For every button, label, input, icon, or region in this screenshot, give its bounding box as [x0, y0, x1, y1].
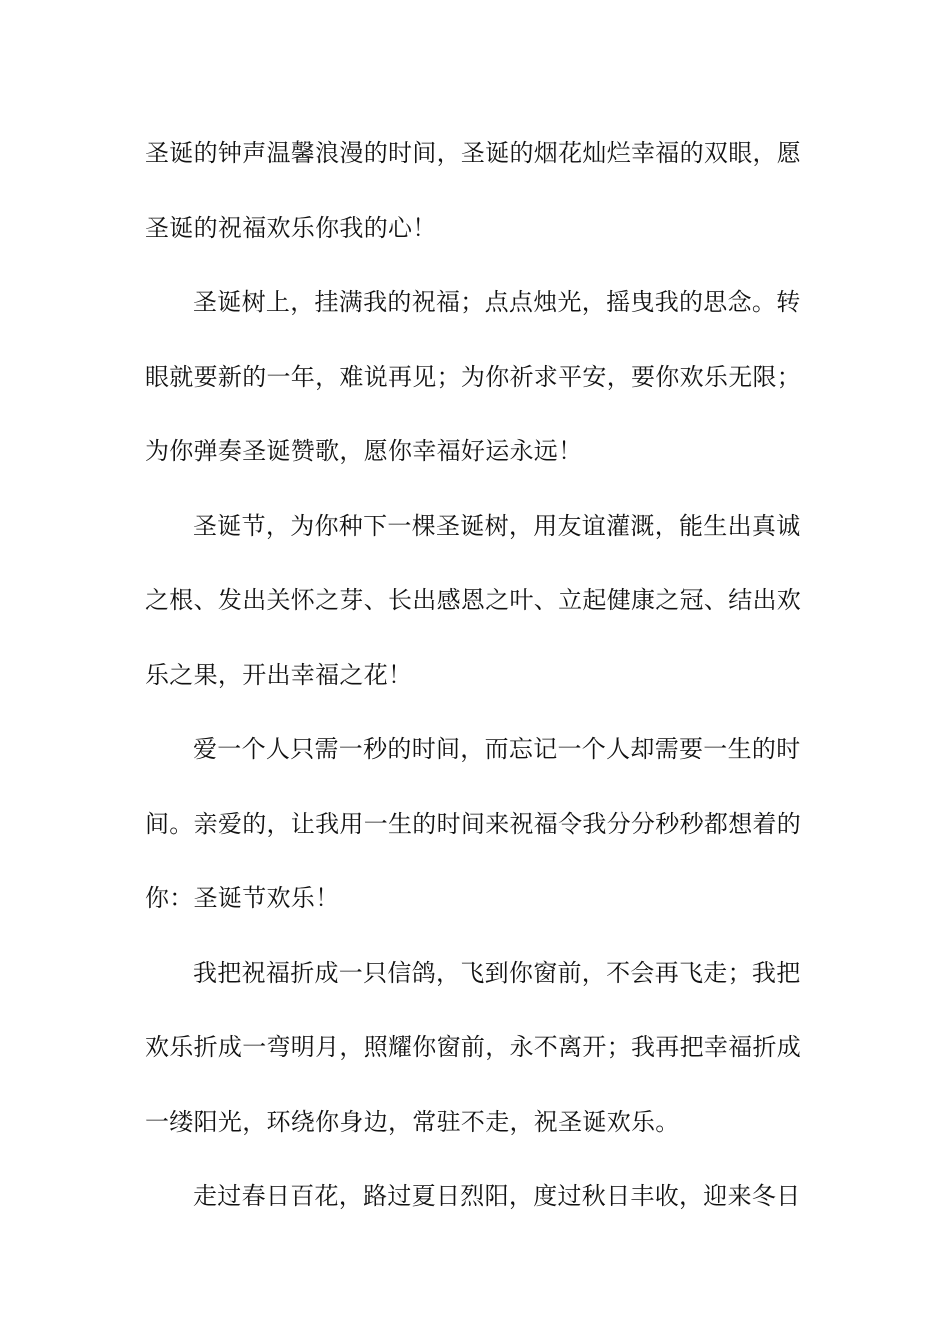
text-line: 为你弹奏圣诞赞歌，愿你幸福好运永远！ [145, 437, 583, 465]
paragraph-5 [145, 944, 807, 1168]
text-line: 之根、发出关怀之芽、长出感恩之叶、立起健康之冠、结出欢 [145, 586, 802, 614]
text-line: 圣诞树上，挂满我的祝福；点点烛光，摇曳我的思念。转 [193, 288, 801, 316]
paragraph-3 [145, 497, 807, 721]
text-line: 圣诞节，为你种下一棵圣诞树，用友谊灌溉，能生出真诚 [193, 511, 801, 540]
text-line: 眼就要新的一年，难说再见；为你祈求平安，要你欢乐无限； [145, 362, 802, 391]
paragraph-2 [145, 273, 807, 497]
text-line: 你：圣诞节欢乐！ [145, 884, 340, 912]
document-body [145, 124, 807, 1242]
paragraph-6 [145, 1167, 807, 1242]
text-line: 爱一个人只需一秒的时间，而忘记一个人却需要一生的时 [193, 735, 801, 763]
text-line: 欢乐折成一弯明月，照耀你窗前，永不离开；我再把幸福折成 [145, 1033, 802, 1061]
text-line: 一缕阳光，环绕你身边，常驻不走，祝圣诞欢乐。 [145, 1107, 680, 1136]
text-line: 我把祝福折成一只信鸽，飞到你窗前，不会再飞走；我把 [193, 958, 801, 987]
text-line: 圣诞的祝福欢乐你我的心！ [145, 213, 437, 242]
text-line: 走过春日百花，路过夏日烈阳，度过秋日丰收，迎来冬日 [193, 1182, 801, 1210]
text-line: 乐之果，开出幸福之花！ [145, 660, 413, 689]
paragraph-4 [145, 720, 807, 944]
text-line: 间。亲爱的，让我用一生的时间来祝福令我分分秒秒都想着的 [145, 809, 802, 838]
text-line: 圣诞的钟声温馨浪漫的时间，圣诞的烟花灿烂幸福的双眼，愿 [145, 139, 802, 167]
paragraph-1 [145, 124, 807, 273]
